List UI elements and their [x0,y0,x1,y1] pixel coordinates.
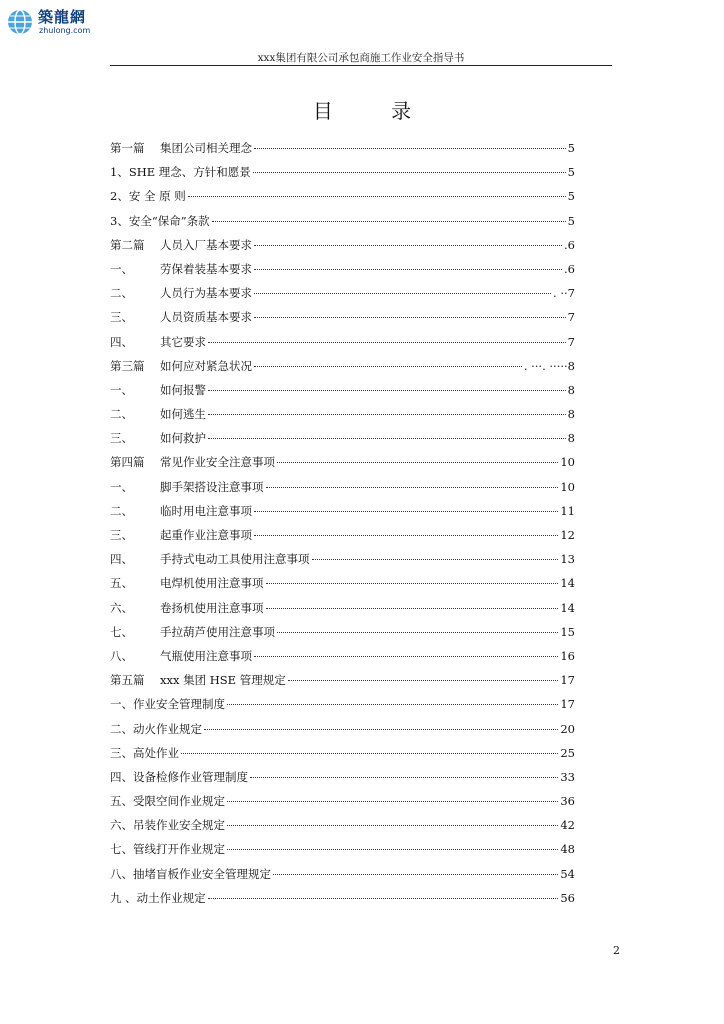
toc-entry-title: 人员资质基本要求 [160,310,252,325]
toc-dot-leader [254,511,558,512]
toc-entry-page: . ··7 [553,286,575,301]
toc-entry-number: 三、 [110,431,133,446]
toc-entry-title: 如何报警 [160,382,206,397]
toc-dot-leader [266,487,559,488]
toc-dot-leader [254,269,562,270]
toc-dot-leader [273,874,558,875]
toc-entry-title: 卷扬机使用注意事项 [160,600,264,615]
toc-dot-leader [254,366,522,367]
toc-dot-leader [208,438,566,439]
toc-entry-number: 二、 [110,407,133,422]
toc-entry-title: 如何应对紧急状况 [160,358,252,373]
toc-entry-page: 15 [560,624,575,639]
toc-entry-number: 一、 [110,479,133,494]
running-header: xxx集团有限公司承包商施工作业安全指导书 [257,52,465,64]
toc-entry-title: 安 全 原 则 [128,189,186,204]
toc-entry-page: 42 [560,818,575,833]
toc-entry-title: 临时用电注意事项 [160,503,252,518]
toc-dot-leader [288,680,559,681]
toc-entry-page: 33 [560,769,575,784]
toc-entry-number: 七、 [110,842,133,857]
toc-entry[interactable] [110,382,575,406]
toc-entry-title: 其它要求 [160,334,206,349]
toc-dot-leader [312,559,559,560]
toc-entry-title: xxx 集团 HSE 管理规定 [160,673,286,688]
toc-dot-leader [208,390,566,391]
toc-entry-page: 10 [560,479,575,494]
toc-dot-leader [254,245,562,246]
toc-entry-number: 二、 [110,286,133,301]
toc-entry[interactable] [110,285,575,309]
toc-dot-leader [208,898,559,899]
toc-entry[interactable] [110,696,575,720]
toc-entry-title: 气瓶使用注意事项 [160,648,252,663]
toc-dot-leader [253,172,566,173]
toc-entry[interactable] [110,334,575,358]
toc-entry[interactable] [110,769,575,793]
toc-dot-leader [181,753,558,754]
toc-entry-number: 三、 [110,745,133,760]
toc-entry[interactable] [110,188,575,212]
toc-entry-number: 八、 [110,648,133,663]
toc-entry-title: 如何救护 [160,431,206,446]
toc-entry-page: 8 [567,382,575,397]
logo-brand-text: 築龍網 [38,8,87,26]
toc-entry-title: 受限空间作业规定 [133,794,225,809]
header-rule [110,65,612,66]
toc-entry-title: 如何逃生 [160,407,206,422]
toc-entry[interactable] [110,213,575,237]
toc-list [110,140,575,914]
toc-entry-page: 7 [567,334,575,349]
toc-dot-leader [277,632,558,633]
toc-entry-title: 人员行为基本要求 [160,286,252,301]
toc-entry-number: 三、 [110,528,133,542]
toc-entry-number: 四、 [110,334,133,349]
toc-entry-number: 第五篇 [110,673,145,688]
toc-entry-number: 1、 [110,165,129,180]
toc-dot-leader [254,535,558,536]
toc-entry-page: 5 [567,141,575,155]
toc-entry[interactable] [110,454,575,478]
toc-dot-leader [254,148,566,149]
toc-dot-leader [277,462,558,463]
toc-entry[interactable] [110,479,575,503]
toc-entry-title: 作业安全管理制度 [133,697,225,712]
toc-entry-page: 14 [560,576,575,591]
globe-icon [6,8,34,36]
toc-entry[interactable] [110,309,575,333]
toc-dot-leader [266,583,559,584]
toc-entry-title: 高处作业 [133,745,179,760]
toc-entry-title: 动土作业规定 [136,890,206,905]
toc-entry-page: 8 [567,431,575,446]
toc-entry[interactable] [110,527,575,551]
toc-entry-number: 五、 [110,794,133,809]
toc-entry[interactable] [110,841,575,865]
toc-entry-page: 17 [560,697,575,712]
toc-entry-title: 常见作业安全注意事项 [160,455,275,470]
toc-entry-page: .6 [564,261,575,276]
toc-entry-number: 一、 [110,382,133,397]
toc-title: 目 录 [312,99,438,123]
toc-dot-leader [208,342,566,343]
toc-entry[interactable] [110,140,575,164]
toc-entry-page: 10 [560,455,575,470]
toc-entry-title: 起重作业注意事项 [160,528,252,542]
toc-entry-number: 四、 [110,552,133,567]
toc-entry[interactable] [110,745,575,769]
toc-entry-number: 一、 [110,261,133,276]
page-number: 2 [613,944,620,957]
toc-entry-page: 12 [560,528,575,542]
toc-entry-title: 电焊机使用注意事项 [160,576,264,591]
toc-entry[interactable] [110,164,575,188]
toc-dot-leader [254,317,566,318]
toc-dot-leader [254,293,551,294]
toc-entry[interactable] [110,793,575,817]
toc-entry-page: 14 [560,600,575,615]
toc-entry-page: .6 [564,237,575,252]
toc-entry-title: 人员入厂基本要求 [160,237,252,252]
toc-entry-page: 5 [567,165,575,180]
toc-entry[interactable] [110,890,575,914]
toc-entry-title: 手持式电动工具使用注意事项 [160,552,310,567]
toc-entry[interactable] [110,503,575,527]
toc-entry[interactable] [110,237,575,261]
toc-entry-title: 脚手架搭设注意事项 [160,479,264,494]
toc-entry-number: 3、 [110,213,129,228]
toc-dot-leader [227,825,558,826]
toc-entry-number: 八、 [110,866,133,881]
toc-entry-page: 16 [560,648,575,663]
toc-entry-number: 六、 [110,818,133,833]
toc-entry[interactable] [110,430,575,454]
toc-dot-leader [250,777,558,778]
toc-entry-title: 设备检修作业管理制度 [133,769,248,784]
toc-entry-number: 六、 [110,600,133,615]
toc-entry-number: 第四篇 [110,455,145,470]
toc-entry[interactable] [110,648,575,672]
toc-entry-title: 劳保着装基本要求 [160,261,252,276]
toc-entry[interactable] [110,600,575,624]
zhulong-logo [6,6,96,42]
toc-entry[interactable] [110,406,575,430]
toc-entry-page: 8 [567,407,575,422]
toc-dot-leader [208,414,566,415]
toc-entry-number: 五、 [110,576,133,591]
toc-entry-title: 安全“保命”条款 [128,213,210,228]
toc-dot-leader [188,196,566,197]
toc-entry-number: 二、 [110,721,133,736]
toc-entry[interactable] [110,575,575,599]
toc-entry-number: 九 、 [110,890,137,905]
toc-entry-page: 36 [560,794,575,809]
toc-dot-leader [227,704,558,705]
toc-entry-page: 5 [567,189,575,204]
toc-entry-number: 二、 [110,503,133,518]
toc-entry-page: 20 [560,721,575,736]
toc-dot-leader [212,221,566,222]
toc-entry-title: 吊装作业安全规定 [133,818,225,833]
toc-entry[interactable] [110,672,575,696]
toc-dot-leader [204,729,558,730]
toc-entry-title: 管线打开作业规定 [133,842,225,857]
toc-entry-number: 2、 [110,189,129,204]
toc-entry-page: 13 [560,552,575,567]
toc-entry-page: . ···. ·····8 [523,358,575,373]
logo-url-text: zhulong.com [39,26,91,35]
toc-entry-page: 7 [567,310,575,325]
toc-entry[interactable] [110,817,575,841]
toc-entry-page: 48 [560,842,575,857]
toc-entry[interactable] [110,261,575,285]
toc-entry-title: 动火作业规定 [133,721,202,736]
toc-entry[interactable] [110,866,575,890]
toc-entry-page: 54 [560,866,575,881]
toc-dot-leader [227,801,558,802]
toc-dot-leader [227,849,558,850]
toc-entry-title: 手拉葫芦使用注意事项 [160,624,275,639]
toc-entry-title: 集团公司相关理念 [160,141,252,155]
toc-entry-number: 第三篇 [110,358,145,373]
toc-entry-number: 第二篇 [110,237,145,252]
toc-entry-number: 三、 [110,310,133,325]
toc-entry-number: 第一篇 [110,141,145,155]
toc-entry-page: 25 [560,745,575,760]
toc-entry[interactable] [110,358,575,382]
toc-dot-leader [254,656,558,657]
toc-entry-number: 一、 [110,697,133,712]
toc-entry-title: SHE 理念、方针和愿景 [128,165,251,180]
toc-entry[interactable] [110,721,575,745]
toc-entry-page: 17 [560,673,575,688]
toc-entry-page: 56 [560,890,575,905]
toc-entry-number: 七、 [110,624,133,639]
toc-entry-page: 11 [560,503,575,518]
toc-dot-leader [266,608,559,609]
toc-entry-number: 四、 [110,769,133,784]
toc-entry[interactable] [110,624,575,648]
toc-entry[interactable] [110,551,575,575]
toc-entry-page: 5 [567,213,575,228]
toc-entry-title: 抽堵盲板作业安全管理规定 [133,866,271,881]
